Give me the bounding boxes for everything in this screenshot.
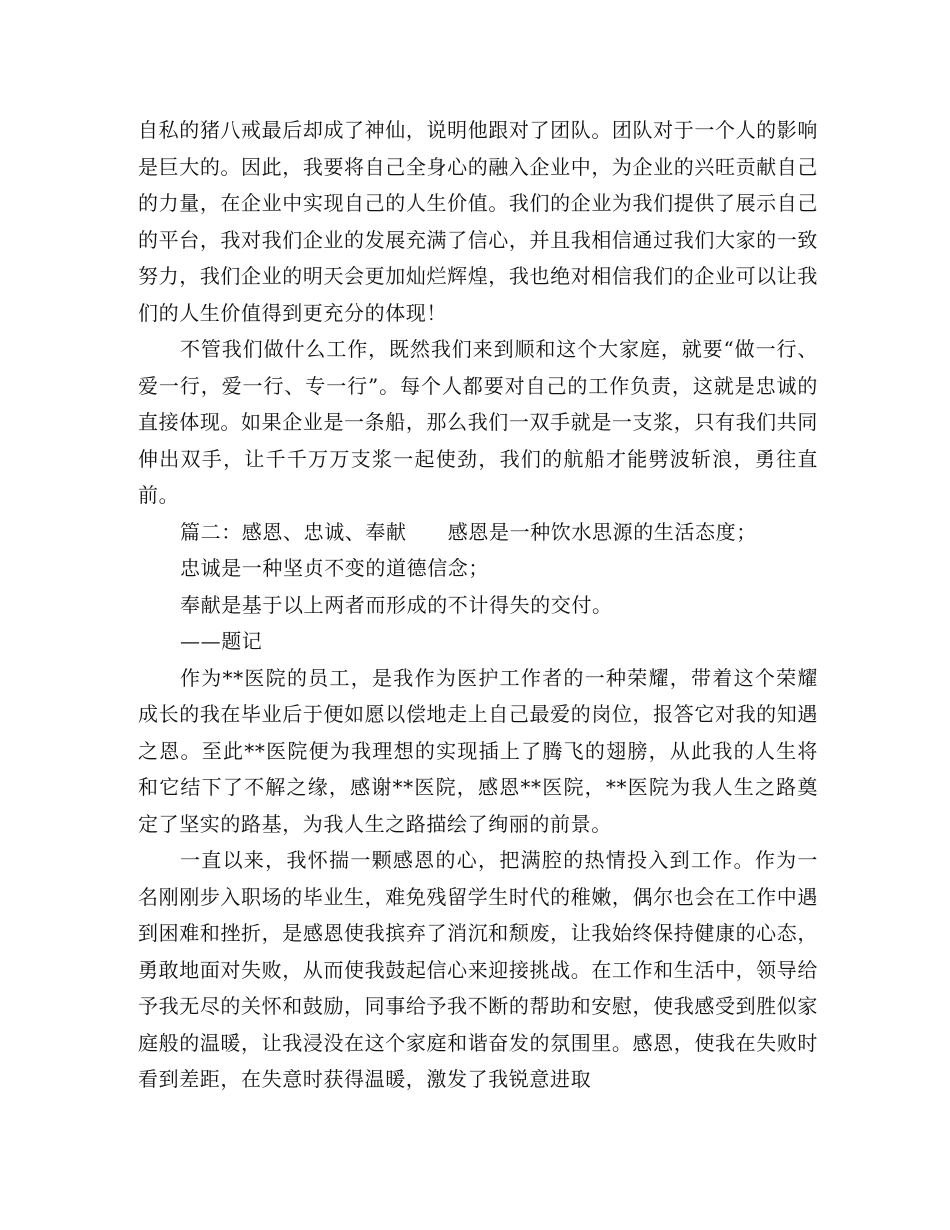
epigraph-line-loyalty: 忠诚是一种坚贞不变的道德信念； xyxy=(180,556,489,580)
document-body xyxy=(138,112,818,1098)
paragraph-hospital-honor: 作为**医院的员工，是我作为医护工作者的一种荣耀，带着这个荣耀成长的我在毕业后于便如愿以偿地走上自己最爱的岗位，报答它对我的知遇之恩。至此**医院便为我理想的实现插上了腾飞的翅膀，从此我的人生将和它结下了不解之缘，感谢**医院，感恩**医院，**医院为我人生之路奠定了坚实的路基，为我人生之路描绘了绚丽的前景。 xyxy=(138,665,818,836)
section-heading-line: 篇二：感恩、忠诚、奉献 感恩是一种饮水思源的生活态度； xyxy=(180,519,757,544)
paragraph-loyalty-work: 不管我们做什么工作，既然我们来到顺和这个大家庭，就要“做一行、爱一行，爱一行、专一行”。每个人都要对自己的工作负责，这就是忠诚的直接体现。如果企业是一条船，那么我们一双手就是一支浆，只有我们共同伸出双手，让千千万万支浆一起使劲，我们的航船才能劈波斩浪，勇往直前。 xyxy=(138,337,818,507)
paragraph-gratitude-work: 一直以来，我怀揣一颗感恩的心，把满腔的热情投入到工作。作为一名刚刚步入职场的毕业生，难免残留学生时代的稚嫩，偶尔也会在工作中遇到困难和挫折，是感恩使我摈弃了消沉和颓废，让我始终保持健康的心态，勇敢地面对失败，从而使我鼓起信心来迎接挑战。在工作和生活中，领导给予我无尽的关怀和鼓励，同事给予我不断的帮助和安慰，使我感受到胜似家庭般的温暖，让我浸没在这个家庭和谐奋发的氛围里。感恩，使我在失败时看到差距，在失意时获得温暖，激发了我锐意进取 xyxy=(138,848,818,1091)
epigraph-line-dedication: 奉献是基于以上两者而形成的不计得失的交付。 xyxy=(180,592,613,617)
paragraph-team-influence: 自私的猪八戒最后却成了神仙，说明他跟对了团队。团队对于一个人的影响是巨大的。因此，我要将自己全身心的融入企业中，为企业的兴旺贡献自己的力量，在企业中实现自己的人生价值。我们的企业为我们提供了展示自己的平台，我对我们企业的发展充满了信心，并且我相信通过我们大家的一致努力，我们企业的明天会更加灿烂辉煌，我也绝对相信我们的企业可以让我们的人生价值得到更充分的体现！ xyxy=(138,118,818,325)
epigraph-attribution: ——题记 xyxy=(180,629,263,653)
